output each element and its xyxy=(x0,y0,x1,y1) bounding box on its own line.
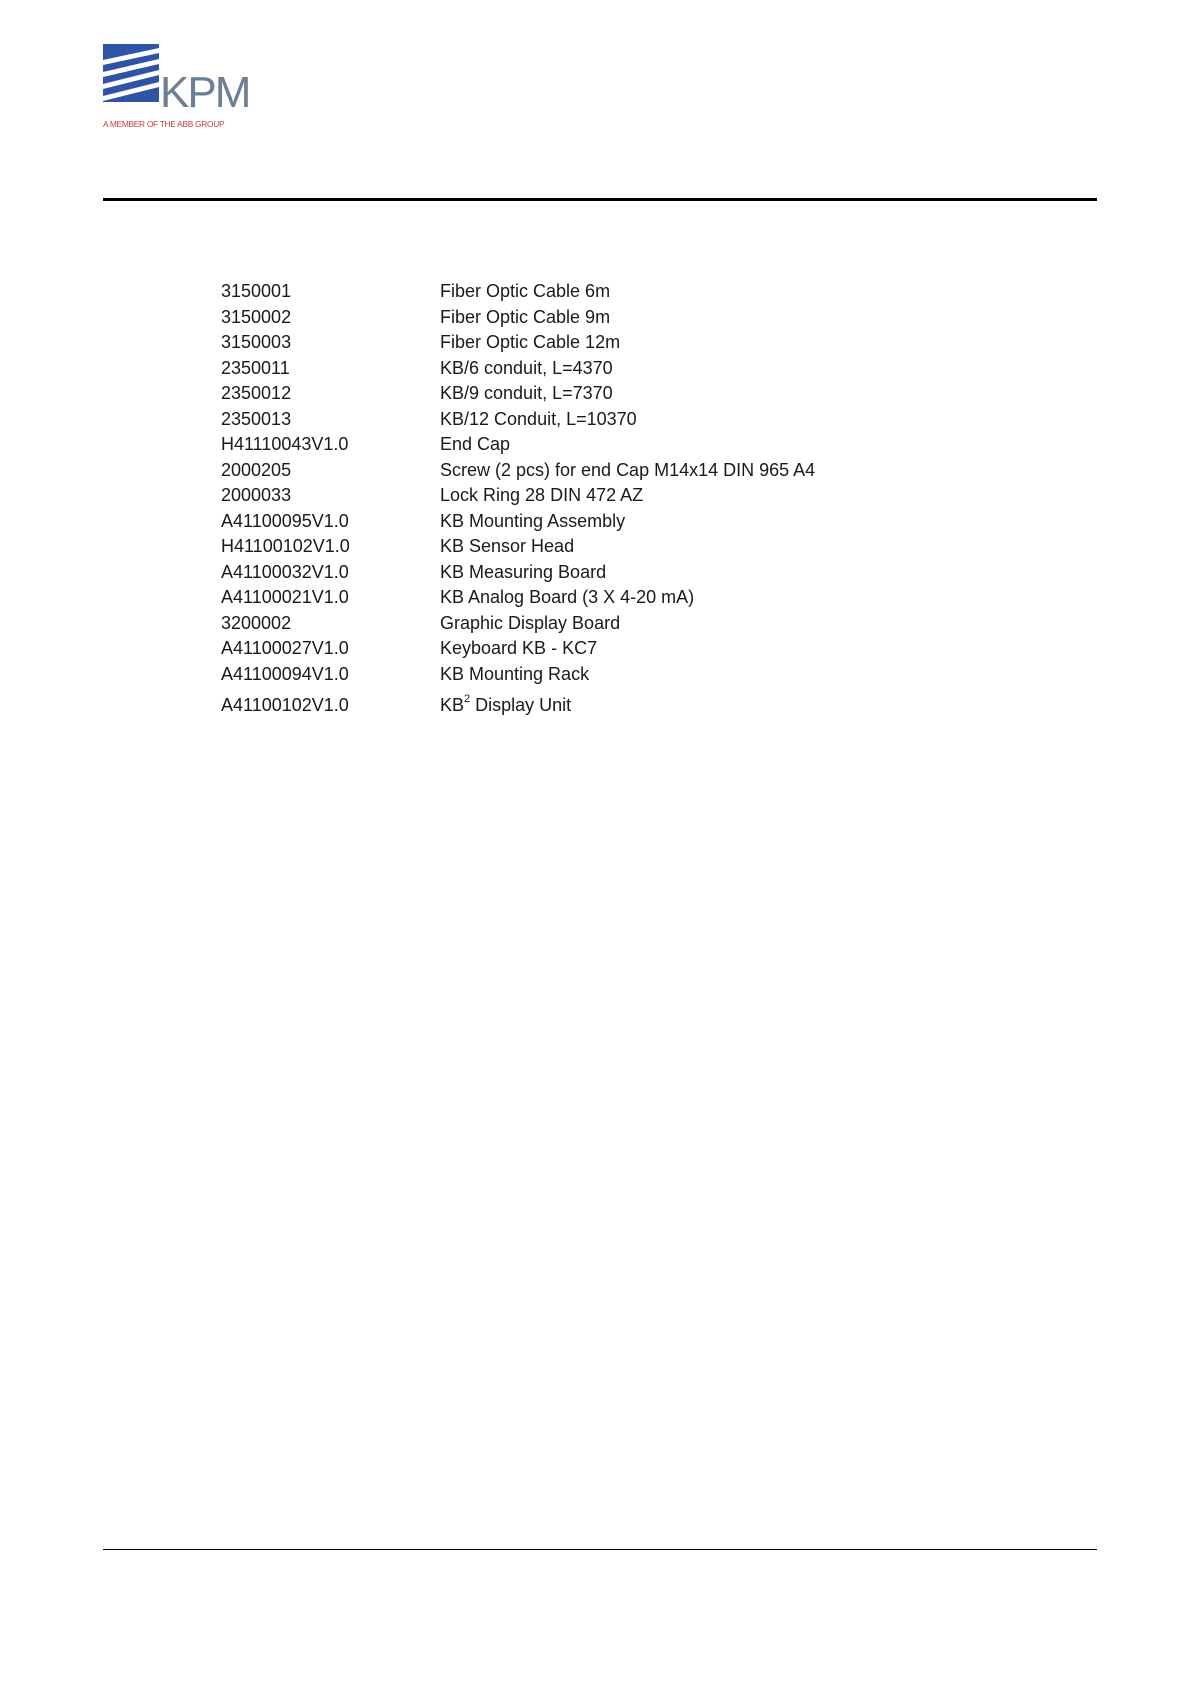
logo-stripes-icon xyxy=(103,44,163,106)
list-item xyxy=(221,509,981,535)
logo-tagline: A MEMBER OF THE ABB GROUP xyxy=(103,119,225,129)
list-item xyxy=(221,560,981,586)
list-item xyxy=(221,279,981,305)
header-divider xyxy=(103,198,1097,201)
list-item xyxy=(221,483,981,509)
part-description: KB Mounting Rack xyxy=(440,663,590,684)
part-number: A41100021V1.0 xyxy=(221,587,349,608)
list-item xyxy=(221,432,981,458)
part-number: A41100032V1.0 xyxy=(221,561,349,582)
list-item xyxy=(221,534,981,560)
part-description: KB/9 conduit, L=7370 xyxy=(440,383,613,404)
part-description-superscript: 2 xyxy=(464,692,471,705)
part-description: Fiber Optic Cable 6m xyxy=(440,281,611,302)
part-number: 2350011 xyxy=(221,357,290,378)
part-number: 2350013 xyxy=(221,408,292,429)
part-description-prefix: KB xyxy=(440,694,465,715)
part-number: A41100027V1.0 xyxy=(221,638,349,659)
part-number: 3150001 xyxy=(221,281,292,302)
logo-wordmark: KPM xyxy=(160,68,250,117)
list-item xyxy=(221,381,981,407)
part-description: KB Mounting Assembly xyxy=(440,510,626,531)
part-description xyxy=(440,692,981,716)
part-description: KB Sensor Head xyxy=(440,536,575,557)
company-logo xyxy=(103,44,248,130)
list-item xyxy=(221,305,981,331)
part-number: 3150002 xyxy=(221,306,292,327)
part-number: H41100102V1.0 xyxy=(221,536,350,557)
part-number: A41100094V1.0 xyxy=(221,663,349,684)
list-item xyxy=(221,407,981,433)
part-description: Graphic Display Board xyxy=(440,612,621,633)
part-description: Keyboard KB - KC7 xyxy=(440,638,598,659)
part-number: H41110043V1.0 xyxy=(221,434,349,455)
list-item xyxy=(221,662,981,688)
part-description: KB Measuring Board xyxy=(440,561,607,582)
part-description: Lock Ring 28 DIN 472 AZ xyxy=(440,485,644,506)
part-number: A41100095V1.0 xyxy=(221,510,349,531)
parts-list xyxy=(221,279,981,720)
part-description-suffix: Display Unit xyxy=(470,694,572,715)
part-description: Fiber Optic Cable 12m xyxy=(440,332,621,353)
part-number: A41100102V1.0 xyxy=(221,694,349,715)
part-number: 3150003 xyxy=(221,332,292,353)
part-description: Screw (2 pcs) for end Cap M14x14 DIN 965 A4 xyxy=(440,459,816,480)
part-number: 2000205 xyxy=(221,459,292,480)
list-item xyxy=(221,458,981,484)
part-description: Fiber Optic Cable 9m xyxy=(440,306,611,327)
list-item xyxy=(221,611,981,637)
list-item xyxy=(221,330,981,356)
part-number: 2350012 xyxy=(221,383,292,404)
part-number: 2000033 xyxy=(221,485,292,506)
part-description: KB Analog Board (3 X 4-20 mA) xyxy=(440,587,695,608)
list-item xyxy=(221,356,981,382)
list-item xyxy=(221,636,981,662)
part-description: KB/12 Conduit, L=10370 xyxy=(440,408,637,429)
list-item xyxy=(221,687,981,720)
footer-divider xyxy=(103,1549,1097,1550)
part-description: End Cap xyxy=(440,434,511,455)
part-number: 3200002 xyxy=(221,612,292,633)
part-description: KB/6 conduit, L=4370 xyxy=(440,357,613,378)
list-item xyxy=(221,585,981,611)
